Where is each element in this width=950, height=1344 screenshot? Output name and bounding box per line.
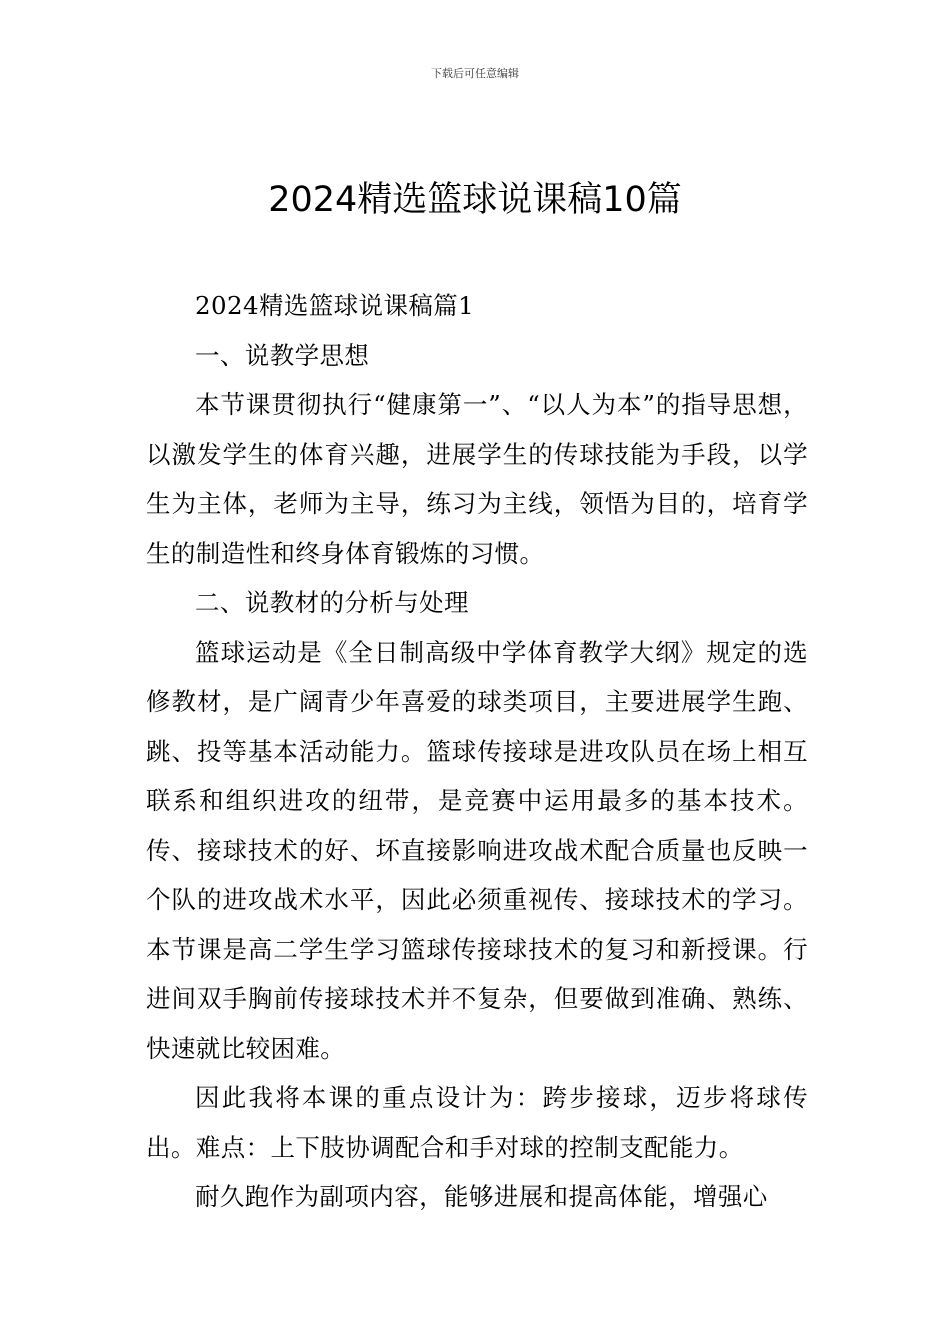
body-paragraph: 本节课贯彻执行“健康第一”、“以人为本”的指导思想，以激发学生的体育兴趣，进展学生的传球技能为手段，以学生为主体，老师为主导，练习为主线，领悟为目的，培育学生的制造性和终身体育锻炼的习惯。 [146, 390, 808, 568]
subsection-heading: 一、说教学思想 [195, 340, 370, 370]
body-paragraph: 因此我将本课的重点设计为：跨步接球，迈步将球传出。难点：上下肢协调配合和手对球的控制支配能力。 [146, 1083, 808, 1162]
document-title: 2024精选篮球说课稿10篇 [268, 180, 682, 220]
body-paragraph: 耐久跑作为副项内容，能够进展和提高体能，增强心 [195, 1182, 768, 1211]
document-body [146, 281, 808, 1222]
section-heading: 2024精选篮球说课稿篇1 [195, 291, 475, 320]
subsection-heading: 二、说教材的分析与处理 [195, 588, 469, 617]
header-note: 下载后可任意编辑 [431, 67, 519, 80]
body-paragraph: 篮球运动是《全日制高级中学体育教学大纲》规定的选修教材，是广阔青少年喜爱的球类项目，主要进展学生跑、跳、投等基本活动能力。篮球传接球是进攻队员在场上相互联系和组织进攻的纽带，是竞赛中运用最多的基本技术。传、接球技术的好、坏直接影响进攻战术配合质量也反映一个队的进攻战术水平，因此必须重视传、接球技术的学习。本节课是高二学生学习篮球传接球技术的复习和新授课。行进间双手胸前传接球技术并不复杂，但要做到准确、熟练、快速就比较困难。 [146, 637, 808, 1063]
